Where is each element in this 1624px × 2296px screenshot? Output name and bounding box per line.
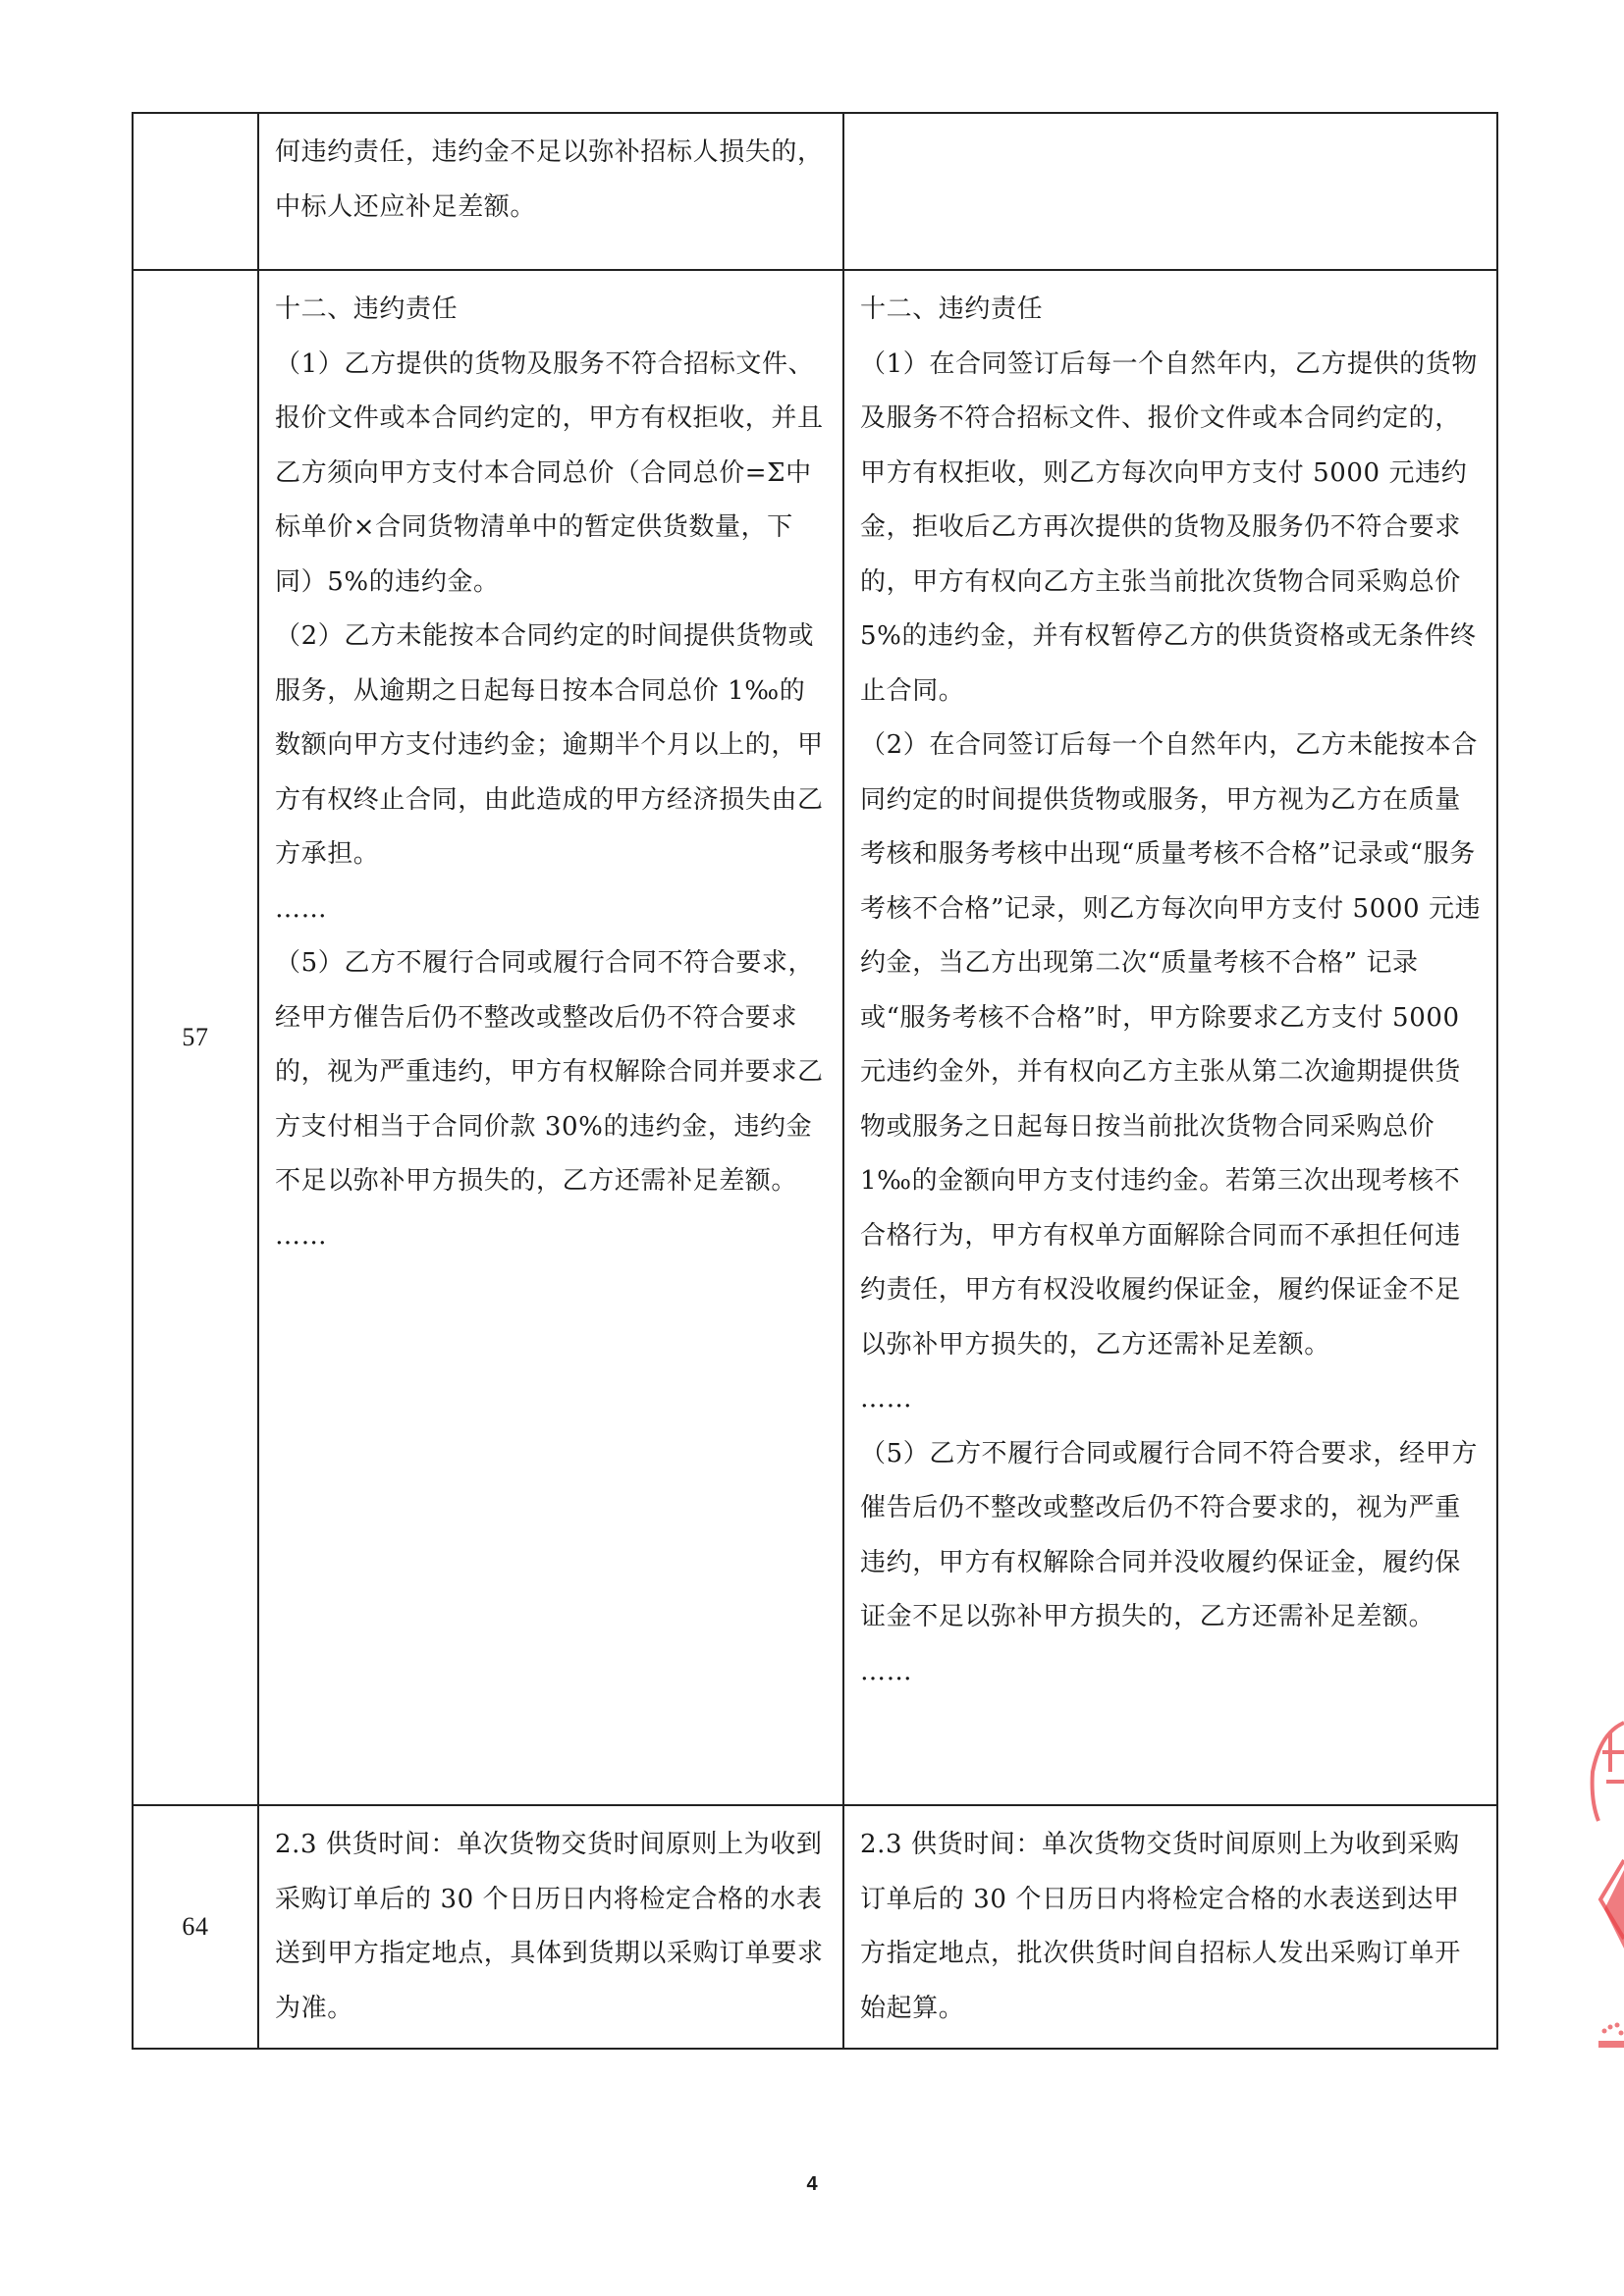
clause-paragraph: 2.3 供货时间：单次货物交货时间原则上为收到采购订单后的 30 个日历日内将检定合格的水表送到达甲方指定地点，批次供货时间自招标人发出采购订单开始起算。 bbox=[860, 1830, 1461, 2023]
clause-paragraph: …… bbox=[860, 1656, 913, 1686]
revised-text-cell bbox=[843, 1805, 1497, 2049]
revised-text-cell bbox=[843, 270, 1497, 1805]
table-row bbox=[133, 113, 1497, 270]
original-text-cell bbox=[258, 113, 843, 270]
comparison-table-body bbox=[133, 113, 1497, 2049]
clause-paragraph: （1）在合同签订后每一个自然年内，乙方提供的货物及服务不符合招标文件、报价文件或本合同约定的，甲方有权拒收，则乙方每次向甲方支付 5000 元违约金，拒收后乙方再次提供的货物及服务仍不符合要求的，甲方有权向乙方主张当前批次货物合同采购总价 5%的违约金，并有权暂停乙方的供货资格或无条件终止合同。 bbox=[860, 348, 1478, 706]
clause-number-cell: 57 bbox=[133, 270, 258, 1805]
clause-paragraph: （2）在合同签订后每一个自然年内，乙方未能按本合同约定的时间提供货物或服务，甲方视为乙方在质量考核和服务考核中出现“质量考核不合格”记录或“服务考核不合格”记录，则乙方每次向甲方支付 5000 元违约金，当乙方出现第二次“质量考核不合格” 记录或“服务考核不合格”时，甲方除要求乙方支付 5000 元违约金外，并有权向乙方主张从第二次逾期提供货物或服务之日起每日按当前批次货物合同采购总价 1‰的金额向甲方支付违约金。若第三次出现考核不合格行为，甲方有权单方面解除合同而不承担任何违约责任，甲方有权没收履约保证金，履约保证金不足以弥补甲方损失的，乙方还需补足差额。 bbox=[860, 730, 1482, 1360]
clause-paragraph: （2）乙方未能按本合同约定的时间提供货物或服务，从逾期之日起每日按本合同总价 1‰的数额向甲方支付违约金；逾期半个月以上的，甲方有权终止合同，由此造成的甲方经济损失由乙方承担。 bbox=[275, 621, 824, 869]
clause-paragraph: …… bbox=[275, 1220, 328, 1251]
clause-paragraph: 2.3 供货时间：单次货物交货时间原则上为收到采购订单后的 30 个日历日内将检定合格的水表送到甲方指定地点，具体到货期以采购订单要求为准。 bbox=[275, 1830, 824, 2023]
table-row bbox=[133, 270, 1497, 1805]
clause-paragraph: 十二、违约责任 bbox=[860, 294, 1044, 324]
revised-text-cell bbox=[843, 113, 1497, 270]
clause-paragraph: （1）乙方提供的货物及服务不符合招标文件、报价文件或本合同约定的，甲方有权拒收，并且乙方须向甲方支付本合同总价（合同总价=Σ中标单价×合同货物清单中的暂定供货数量，下同）5%的违约金。 bbox=[275, 348, 824, 597]
clause-number-cell: 64 bbox=[133, 1805, 258, 2049]
seal-stamp-fragment bbox=[1581, 1713, 1624, 2086]
table-row bbox=[133, 1805, 1497, 2049]
page-number: 4 bbox=[806, 2173, 818, 2195]
original-text-cell bbox=[258, 270, 843, 1805]
clause-number-cell bbox=[133, 113, 258, 270]
clause-paragraph: 何违约责任，违约金不足以弥补招标人损失的，中标人还应补足差额。 bbox=[275, 137, 824, 222]
comparison-table bbox=[132, 112, 1498, 2050]
original-text-cell bbox=[258, 1805, 843, 2049]
clause-paragraph: （5）乙方不履行合同或履行合同不符合要求，经甲方催告后仍不整改或整改后仍不符合要求的，视为严重违约，甲方有权解除合同并要求乙方支付相当于合同价款 30%的违约金，违约金不足以弥补甲方损失的，乙方还需补足差额。 bbox=[275, 948, 824, 1196]
clause-paragraph: （5）乙方不履行合同或履行合同不符合要求，经甲方催告后仍不整改或整改后仍不符合要求的，视为严重违约，甲方有权解除合同并没收履约保证金，履约保证金不足以弥补甲方损失的，乙方还需补足差额。 bbox=[860, 1438, 1478, 1631]
clause-paragraph: …… bbox=[860, 1384, 913, 1414]
clause-paragraph: 十二、违约责任 bbox=[275, 294, 459, 324]
clause-paragraph: …… bbox=[275, 893, 328, 924]
